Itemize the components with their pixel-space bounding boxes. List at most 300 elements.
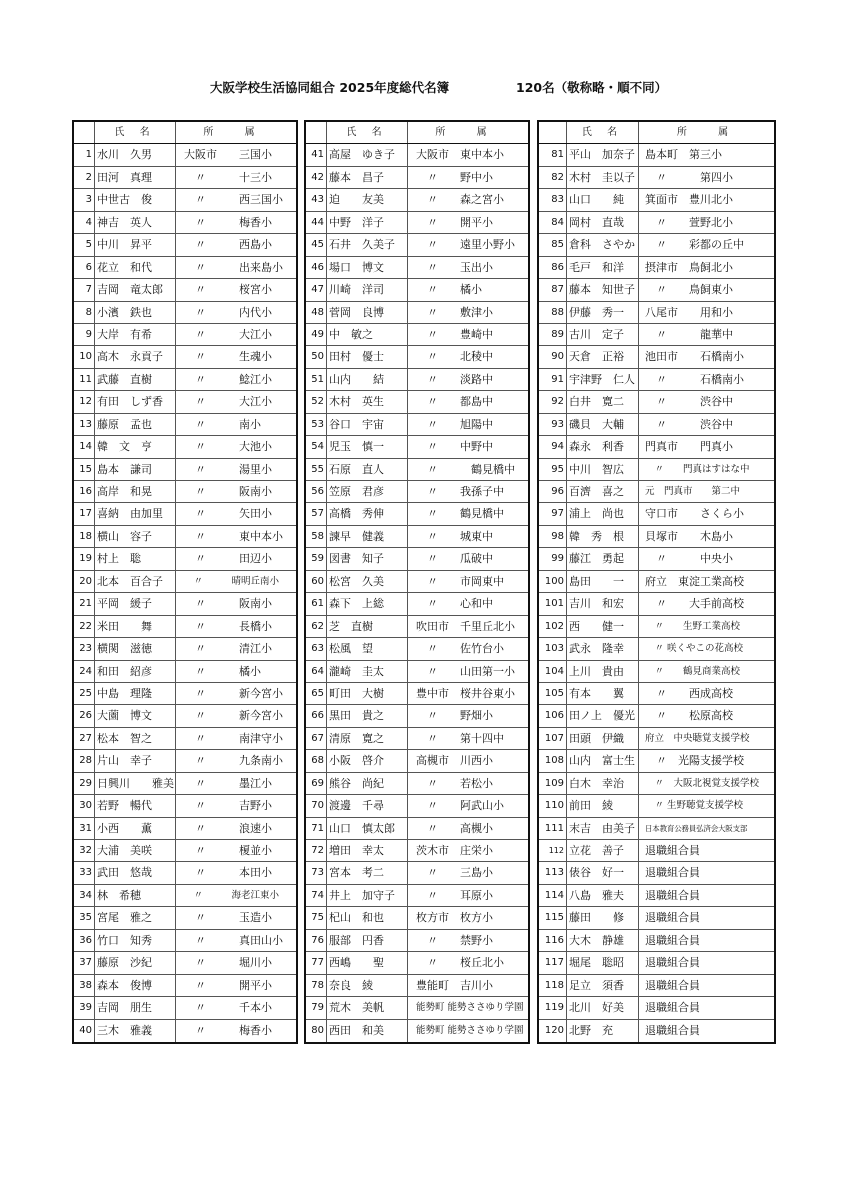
member-affiliation: 枚方市 枚方小 <box>416 911 493 925</box>
member-name: 竹口 知秀 <box>95 930 176 951</box>
row-number: 81 <box>539 144 567 165</box>
table-row <box>539 705 774 727</box>
header-affiliation: 所 属 <box>203 127 269 138</box>
member-name: 百濟 喜之 <box>567 481 639 502</box>
row-number: 120 <box>539 1020 567 1042</box>
member-affiliation: 〃 玉出小 <box>416 260 493 274</box>
table-row <box>306 1020 528 1042</box>
row-number: 68 <box>306 750 327 771</box>
row-number: 12 <box>74 391 95 412</box>
row-number: 36 <box>74 930 95 951</box>
member-affiliation: 〃 新今宮小 <box>184 686 283 700</box>
member-name: 図書 知子 <box>327 548 408 569</box>
table-row <box>539 593 774 615</box>
member-name: 堀尾 聡昭 <box>567 952 639 973</box>
member-affiliation: 退職組合員 <box>645 956 700 970</box>
row-number: 20 <box>74 571 95 592</box>
roster-column-3 <box>537 120 776 1044</box>
member-affiliation: 退職組合員 <box>645 978 700 992</box>
row-number: 27 <box>74 728 95 749</box>
header-number-cell <box>74 122 95 143</box>
table-row <box>306 885 528 907</box>
member-name: 中 敏之 <box>327 324 408 345</box>
row-number: 51 <box>306 369 327 390</box>
member-affiliation: 〃 第十四中 <box>416 731 504 745</box>
member-affiliation: 〃 禁野小 <box>416 933 493 947</box>
table-row <box>74 234 296 256</box>
member-affiliation: 〃 咲くやこの花高校 <box>645 643 744 655</box>
table-row <box>539 840 774 862</box>
member-affiliation: 〃 渋谷中 <box>645 417 733 431</box>
member-affiliation: 退職組合員 <box>645 1023 700 1037</box>
member-name: 高橋 秀伸 <box>327 503 408 524</box>
table-row <box>306 750 528 772</box>
table-row <box>539 997 774 1019</box>
member-name: 松本 智之 <box>95 728 176 749</box>
row-number: 73 <box>306 862 327 883</box>
member-name: 有本 翼 <box>567 683 639 704</box>
member-name: 横関 滋徳 <box>95 638 176 659</box>
member-name: 吉岡 朋生 <box>95 997 176 1018</box>
member-affiliation: 〃 長橋小 <box>184 619 272 633</box>
row-number: 75 <box>306 907 327 928</box>
table-row <box>74 189 296 211</box>
member-affiliation: 退職組合員 <box>645 1001 700 1015</box>
row-number: 48 <box>306 302 327 323</box>
row-number: 14 <box>74 436 95 457</box>
member-name: 高屋 ゆき子 <box>327 144 408 165</box>
table-row <box>74 705 296 727</box>
member-name: 山口 慎太郎 <box>327 818 408 839</box>
member-affiliation: 〃 北稜中 <box>416 350 493 364</box>
member-affiliation: 〃 旭陽中 <box>416 417 493 431</box>
row-number: 116 <box>539 930 567 951</box>
member-affiliation: 〃 野中小 <box>416 170 493 184</box>
member-affiliation: 〃 晴明丘南小 <box>184 575 280 587</box>
table-row <box>74 548 296 570</box>
row-number: 110 <box>539 795 567 816</box>
table-row <box>539 548 774 570</box>
member-name: 山口 純 <box>567 189 639 210</box>
member-affiliation: 〃 城東中 <box>416 529 493 543</box>
table-row <box>539 571 774 593</box>
row-number: 85 <box>539 234 567 255</box>
member-name: 俵谷 好一 <box>567 862 639 883</box>
member-name: 木村 英生 <box>327 391 408 412</box>
member-affiliation: 退職組合員 <box>645 911 700 925</box>
member-name: 島本 謙司 <box>95 459 176 480</box>
member-name: 和田 紹彦 <box>95 661 176 682</box>
member-affiliation: 〃 森之宮小 <box>416 193 504 207</box>
member-affiliation: 〃 萱野北小 <box>645 215 733 229</box>
row-number: 26 <box>74 705 95 726</box>
member-affiliation: 府立 中央聴覚支援学校 <box>645 732 750 744</box>
table-row <box>539 189 774 211</box>
table-row <box>74 818 296 840</box>
row-number: 87 <box>539 279 567 300</box>
table-row <box>306 661 528 683</box>
member-name: 渡邊 千尋 <box>327 795 408 816</box>
table-row <box>306 167 528 189</box>
member-affiliation: 箕面市 豊川北小 <box>645 193 733 207</box>
member-name: 北本 百合子 <box>95 571 176 592</box>
row-number: 43 <box>306 189 327 210</box>
member-name: 松風 望 <box>327 638 408 659</box>
row-number: 4 <box>74 212 95 233</box>
member-affiliation: 〃 鶴見橋中 <box>416 462 515 476</box>
table-row <box>539 391 774 413</box>
member-name: 藤本 昌子 <box>327 167 408 188</box>
member-affiliation: 〃 野畑小 <box>416 709 493 723</box>
member-name: 北川 好美 <box>567 997 639 1018</box>
table-row <box>74 616 296 638</box>
table-row <box>539 952 774 974</box>
member-name: 井上 加守子 <box>327 885 408 906</box>
row-number: 76 <box>306 930 327 951</box>
header-name: 氏 名 <box>95 122 176 143</box>
member-name: 宮本 考二 <box>327 862 408 883</box>
table-row <box>539 616 774 638</box>
table-row <box>74 571 296 593</box>
member-affiliation: 〃 我孫子中 <box>416 485 504 499</box>
member-affiliation: 退職組合員 <box>645 844 700 858</box>
table-row <box>74 795 296 817</box>
member-name: 迫 友美 <box>327 189 408 210</box>
member-name: 森本 俊博 <box>95 975 176 996</box>
table-row <box>306 638 528 660</box>
table-row <box>74 750 296 772</box>
row-number: 79 <box>306 997 327 1018</box>
header-number-cell <box>306 122 327 143</box>
row-number: 24 <box>74 661 95 682</box>
member-name: 増田 幸太 <box>327 840 408 861</box>
member-name: 川崎 洋司 <box>327 279 408 300</box>
member-name: 喜納 由加里 <box>95 503 176 524</box>
table-row <box>539 414 774 436</box>
header-name: 氏 名 <box>327 122 408 143</box>
member-affiliation: 〃 桜宮小 <box>184 283 272 297</box>
table-row <box>306 616 528 638</box>
row-number: 99 <box>539 548 567 569</box>
row-number: 59 <box>306 548 327 569</box>
table-row <box>306 930 528 952</box>
row-number: 63 <box>306 638 327 659</box>
table-row <box>306 548 528 570</box>
row-number: 95 <box>539 459 567 480</box>
table-row <box>306 593 528 615</box>
member-affiliation: 〃 桜丘北小 <box>416 956 504 970</box>
member-affiliation: 大阪市 東中本小 <box>416 148 504 162</box>
member-affiliation: 〃 市岡東中 <box>416 574 504 588</box>
member-affiliation: 〃 遠里小野小 <box>416 238 515 252</box>
row-number: 114 <box>539 885 567 906</box>
row-number: 41 <box>306 144 327 165</box>
table-row <box>74 728 296 750</box>
member-affiliation: 〃 九条南小 <box>184 754 283 768</box>
member-affiliation: 退職組合員 <box>645 933 700 947</box>
member-affiliation: 貝塚市 木島小 <box>645 529 733 543</box>
member-affiliation: 元 門真市 第二中 <box>645 486 741 498</box>
roster-column-1 <box>72 120 298 1044</box>
row-number: 33 <box>74 862 95 883</box>
member-affiliation: 〃 豊崎中 <box>416 327 493 341</box>
member-name: 森永 利香 <box>567 436 639 457</box>
member-affiliation: 〃 耳原小 <box>416 888 493 902</box>
member-name: 場口 博文 <box>327 257 408 278</box>
row-number: 83 <box>539 189 567 210</box>
table-row <box>539 436 774 458</box>
member-name: 高岸 和晃 <box>95 481 176 502</box>
row-number: 56 <box>306 481 327 502</box>
table-row <box>306 840 528 862</box>
table-row <box>306 302 528 324</box>
table-row <box>74 257 296 279</box>
member-affiliation: 〃 橘小 <box>184 664 261 678</box>
row-number: 60 <box>306 571 327 592</box>
member-affiliation: 〃 浪速小 <box>184 821 272 835</box>
member-affiliation: 〃 開平小 <box>416 215 493 229</box>
member-affiliation: 摂津市 鳥飼北小 <box>645 260 733 274</box>
member-affiliation: 〃 堀川小 <box>184 956 272 970</box>
table-row <box>306 503 528 525</box>
member-name: 村上 聡 <box>95 548 176 569</box>
table-row <box>539 1020 774 1042</box>
row-number: 9 <box>74 324 95 345</box>
member-name: 奈良 綾 <box>327 975 408 996</box>
table-row <box>539 144 774 166</box>
member-affiliation: 退職組合員 <box>645 888 700 902</box>
member-affiliation: 〃 心和中 <box>416 597 493 611</box>
header-affiliation: 所 属 <box>676 127 743 138</box>
header-affiliation: 所 属 <box>435 127 501 138</box>
member-affiliation: 大阪市 三国小 <box>184 148 272 162</box>
member-name: 小濱 鉄也 <box>95 302 176 323</box>
member-name: 藤江 勇起 <box>567 548 639 569</box>
row-number: 17 <box>74 503 95 524</box>
row-number: 86 <box>539 257 567 278</box>
member-name: 田村 優士 <box>327 346 408 367</box>
table-row <box>74 302 296 324</box>
row-number: 67 <box>306 728 327 749</box>
table-row <box>74 840 296 862</box>
row-number: 106 <box>539 705 567 726</box>
table-row <box>539 795 774 817</box>
member-name: 芝 直樹 <box>327 616 408 637</box>
row-number: 18 <box>74 526 95 547</box>
row-number: 10 <box>74 346 95 367</box>
row-number: 54 <box>306 436 327 457</box>
member-name: 末吉 由美子 <box>567 818 639 839</box>
table-row <box>74 369 296 391</box>
row-number: 32 <box>74 840 95 861</box>
member-affiliation: 〃 彩都の丘中 <box>645 238 744 252</box>
member-affiliation: 〃 門真はすはな中 <box>645 463 750 475</box>
table-row <box>539 279 774 301</box>
member-name: 古川 定子 <box>567 324 639 345</box>
member-affiliation: 〃 淡路中 <box>416 372 493 386</box>
table-row <box>74 930 296 952</box>
member-name: 山内 結 <box>327 369 408 390</box>
table-row <box>539 638 774 660</box>
member-name: 熊谷 尚紀 <box>327 773 408 794</box>
column-header-row <box>539 122 774 144</box>
table-row <box>306 705 528 727</box>
member-name: 八島 雅夫 <box>567 885 639 906</box>
row-number: 23 <box>74 638 95 659</box>
member-affiliation: 〃 光陽支援学校 <box>645 754 744 768</box>
table-row <box>74 346 296 368</box>
member-affiliation: 〃 大手前高校 <box>645 597 744 611</box>
member-affiliation: 〃 開平小 <box>184 978 272 992</box>
member-name: 大浦 美咲 <box>95 840 176 861</box>
member-name: 黒田 貴之 <box>327 705 408 726</box>
table-row <box>74 436 296 458</box>
table-row <box>539 167 774 189</box>
row-number: 30 <box>74 795 95 816</box>
member-name: 上川 貴由 <box>567 661 639 682</box>
table-row <box>539 369 774 391</box>
member-name: 谷口 宇宙 <box>327 414 408 435</box>
table-row <box>74 414 296 436</box>
row-number: 22 <box>74 616 95 637</box>
row-number: 11 <box>74 369 95 390</box>
member-affiliation: 〃 阪南小 <box>184 485 272 499</box>
table-row <box>306 683 528 705</box>
row-number: 102 <box>539 616 567 637</box>
member-affiliation: 島本町 第三小 <box>645 148 722 162</box>
table-row <box>306 773 528 795</box>
member-name: 片山 幸子 <box>95 750 176 771</box>
member-name: 瀧崎 圭太 <box>327 661 408 682</box>
member-name: 有田 しず香 <box>95 391 176 412</box>
table-row <box>539 862 774 884</box>
row-number: 6 <box>74 257 95 278</box>
member-count: 120名（敬称略・順不同） <box>516 80 668 95</box>
member-name: 小西 薫 <box>95 818 176 839</box>
table-row <box>74 279 296 301</box>
table-row <box>74 593 296 615</box>
table-row <box>74 907 296 929</box>
table-row <box>74 862 296 884</box>
member-affiliation: 〃 高槻小 <box>416 821 493 835</box>
member-affiliation: 〃 大池小 <box>184 440 272 454</box>
row-number: 37 <box>74 952 95 973</box>
row-number: 38 <box>74 975 95 996</box>
member-name: 天倉 正裕 <box>567 346 639 367</box>
member-affiliation: 〃 東中本小 <box>184 529 283 543</box>
row-number: 8 <box>74 302 95 323</box>
member-affiliation: 門真市 門真小 <box>645 440 733 454</box>
member-affiliation: 〃 田辺小 <box>184 552 272 566</box>
table-row <box>306 234 528 256</box>
column-header-row <box>74 122 296 144</box>
member-name: 中川 昇平 <box>95 234 176 255</box>
member-affiliation: 〃 大江小 <box>184 395 272 409</box>
member-affiliation: 〃 瓜破中 <box>416 552 493 566</box>
table-row <box>539 481 774 503</box>
table-row <box>539 526 774 548</box>
member-affiliation: 〃 海老江東小 <box>184 889 280 901</box>
member-affiliation: 〃 梅香小 <box>184 1023 272 1037</box>
roster-table <box>72 120 776 1044</box>
member-affiliation: 〃 千本小 <box>184 1001 272 1015</box>
member-name: 倉科 さやか <box>567 234 639 255</box>
table-row <box>74 459 296 481</box>
row-number: 29 <box>74 773 95 794</box>
member-name: 高木 永貢子 <box>95 346 176 367</box>
member-affiliation: 〃 阿武山小 <box>416 799 504 813</box>
table-row <box>74 167 296 189</box>
table-row <box>306 997 528 1019</box>
row-number: 1 <box>74 144 95 165</box>
table-row <box>539 818 774 840</box>
member-affiliation: 〃 渋谷中 <box>645 395 733 409</box>
member-affiliation: 〃 三島小 <box>416 866 493 880</box>
table-row <box>74 638 296 660</box>
member-name: 西 健一 <box>567 616 639 637</box>
member-affiliation: 〃 山田第一小 <box>416 664 515 678</box>
member-name: 三木 雅義 <box>95 1020 176 1042</box>
member-affiliation: 能勢町 能勢ささゆり学園 <box>416 1002 524 1014</box>
member-name: 武田 悠哉 <box>95 862 176 883</box>
member-name: 木村 圭以子 <box>567 167 639 188</box>
row-number: 98 <box>539 526 567 547</box>
member-name: 前田 綾 <box>567 795 639 816</box>
member-name: 北野 充 <box>567 1020 639 1042</box>
member-affiliation: 〃 南小 <box>184 417 261 431</box>
member-affiliation: 〃 出来島小 <box>184 260 283 274</box>
table-row <box>306 571 528 593</box>
member-name: 水川 久男 <box>95 144 176 165</box>
member-affiliation: 〃 佐竹台小 <box>416 642 504 656</box>
member-name: 吉岡 竜太郎 <box>95 279 176 300</box>
table-row <box>306 212 528 234</box>
table-row <box>74 212 296 234</box>
row-number: 78 <box>306 975 327 996</box>
row-number: 94 <box>539 436 567 457</box>
member-affiliation: 日本教育公務員弘済会大阪支部 <box>645 823 748 833</box>
member-name: 藤本 知世子 <box>567 279 639 300</box>
table-row <box>74 324 296 346</box>
table-row <box>74 773 296 795</box>
member-name: 山内 富士生 <box>567 750 639 771</box>
member-affiliation: 豊能町 吉川小 <box>416 978 493 992</box>
member-affiliation: 〃 第四小 <box>645 170 733 184</box>
row-number: 28 <box>74 750 95 771</box>
row-number: 77 <box>306 952 327 973</box>
member-affiliation: 〃 大阪北視覚支援学校 <box>645 777 760 789</box>
member-affiliation: 〃 真田山小 <box>184 933 283 947</box>
row-number: 40 <box>74 1020 95 1042</box>
table-row <box>306 257 528 279</box>
member-affiliation: 〃 本田小 <box>184 866 272 880</box>
member-name: 石原 直人 <box>327 459 408 480</box>
member-affiliation: 吹田市 千里丘北小 <box>416 619 515 633</box>
row-number: 109 <box>539 773 567 794</box>
table-row <box>539 324 774 346</box>
table-row <box>74 1020 296 1042</box>
row-number: 84 <box>539 212 567 233</box>
table-row <box>306 436 528 458</box>
member-affiliation: 〃 敷津小 <box>416 305 493 319</box>
table-row <box>539 234 774 256</box>
table-row <box>306 279 528 301</box>
row-number: 70 <box>306 795 327 816</box>
row-number: 47 <box>306 279 327 300</box>
member-name: 松宮 久美 <box>327 571 408 592</box>
member-name: 岡村 直哉 <box>567 212 639 233</box>
member-name: 藤原 孟也 <box>95 414 176 435</box>
